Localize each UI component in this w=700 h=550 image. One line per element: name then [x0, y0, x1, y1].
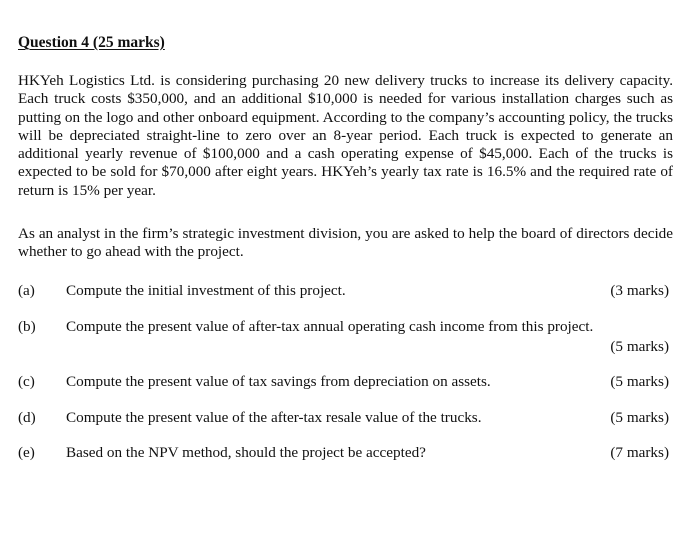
part-c-label: (c)	[18, 373, 35, 390]
part-a-text: Compute the initial investment of this project.	[66, 282, 346, 299]
part-d-text: Compute the present value of the after-tax resale value of the trucks.	[66, 409, 482, 426]
part-b-label: (b)	[18, 318, 36, 335]
intro-paragraph: HKYeh Logistics Ltd. is considering purchasing 20 new delivery trucks to increase its delivery capacity. Each truck costs $350,000, and an additional $10,000 is needed for various installation charges such as putting on the logo and other onboard equipment. According to the company’s accounting policy, the trucks will be depreciated straight-line to zero over an 8-year period. Each truck is expected to generate an additional yearly revenue of $100,000 and a cash operating expense of $45,000. Each of the trucks is expected to be sold for $70,000 after eight years. HKYeh’s yearly tax rate is 16.5% and the required rate of return is 15% per year.	[18, 72, 673, 199]
part-c-text: Compute the present value of tax savings from depreciation on assets.	[66, 373, 491, 390]
question-heading: Question 4 (25 marks)	[18, 34, 165, 51]
part-b-text: Compute the present value of after-tax annual operating cash income from this project.	[66, 318, 594, 335]
part-c-marks: (5 marks)	[610, 373, 669, 390]
part-d-label: (d)	[18, 409, 36, 426]
part-e-marks: (7 marks)	[610, 444, 669, 461]
part-a-label: (a)	[18, 282, 35, 299]
task-paragraph: As an analyst in the firm’s strategic investment division, you are asked to help the board of directors decide whether to go ahead with the project.	[18, 225, 673, 261]
part-d-marks: (5 marks)	[610, 409, 669, 426]
part-a-marks: (3 marks)	[610, 282, 669, 299]
part-e-text: Based on the NPV method, should the project be accepted?	[66, 444, 426, 461]
part-e-label: (e)	[18, 444, 35, 461]
part-b-marks: (5 marks)	[610, 338, 669, 355]
